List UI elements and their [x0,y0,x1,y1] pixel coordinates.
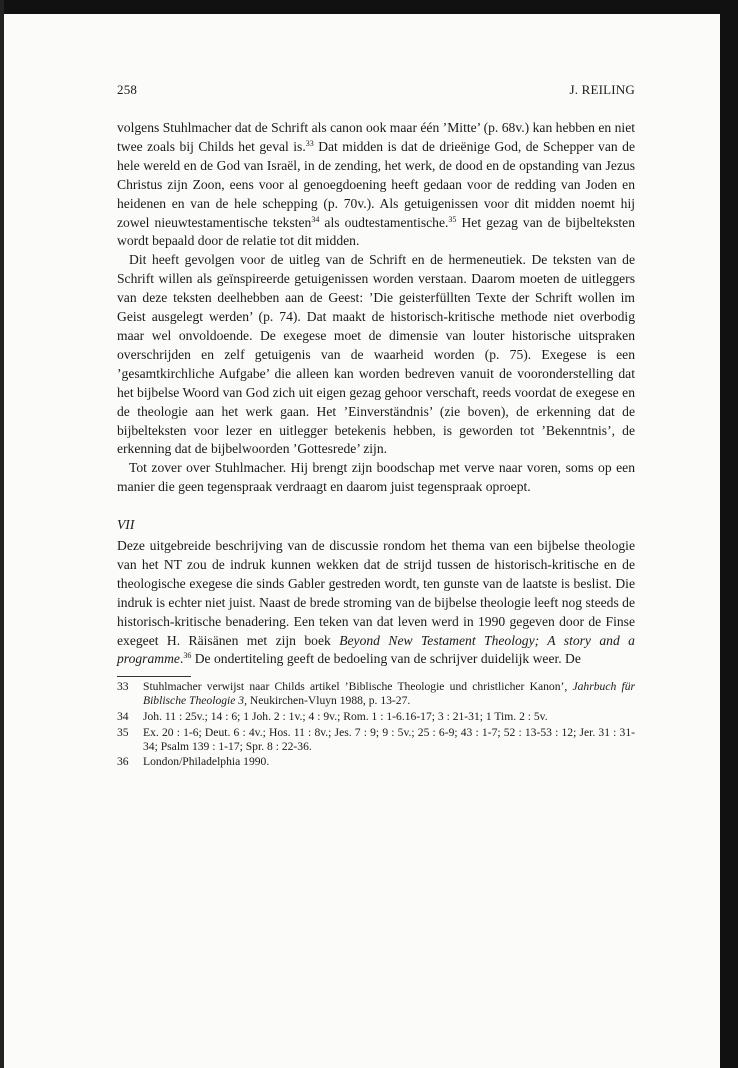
scan-border-right [720,0,738,1068]
page-content [117,82,635,771]
footnote-text: London/Philadelphia 1990. [143,755,270,769]
footnote-number: 36 [117,755,129,769]
footnote-number: 33 [117,680,129,694]
footnote-text: Stuhlmacher verwijst naar Childs artikel ’Biblische Theologie und christlicher Kanon’, Jahrbuch für Biblische Theologie 3, Neukirchen-Vluyn 1988, p. 13-27. [143,680,636,708]
footnote-text: Joh. 11 : 25v.; 14 : 6; 1 Joh. 2 : 1v.; 4 : 9v.; Rom. 1 : 1-6.16-17; 3 : 21-31; 1 Tim. 2 : 5v. [143,709,548,723]
footnote-33 [117,680,635,708]
footnote-ref-34[interactable]: 34 [311,214,320,224]
footnote-35 [117,726,635,754]
paragraph-2: Dit heeft gevolgen voor de uitleg van de Schrift en de hermeneutiek. De teksten van de Schrift willen als geïnspireerde getuigenissen worden verstaan. Daarom moeten de uitleggers van deze teksten deelhebben aan de Geest: ’Die geisterfüllten Texte der Schrift wollen im Geist ausgelegt werden’ (p. 74). Dat maakt de historisch-kritische methode niet overbodig maar wel onvoldoende. De exegese moet de dimensie van louter historische uitspraken overschrijden en zelf getuigenis van de waarheid worden (p. 75). Exegese is een ’gesamtkirchliche Aufgabe’ die alleen kan worden bedreven vanuit de vooronderstelling dat het bijbelse Woord van God zich uit eigen gezag gehoor verschaft, reeds voordat de exegese en de theologie aan het werk gaan. Het ’Einverständnis’ (zie boven), de erkenning dat de bijbelteksten voor lezer en uitlegger betekenis hebben, is geworden tot ’Bekenntnis’, de erkenning dat de bijbelwoorden ’Gottesrede’ zijn. [117,252,635,457]
footnote-number: 35 [117,725,129,739]
footnote-34 [117,710,635,724]
footnote-number: 34 [117,709,129,723]
footnote-ref-35[interactable]: 35 [448,214,457,224]
footnote-ref-36[interactable]: 36 [183,651,192,661]
book-title: Beyond New Testament Theology; A story and a programme [117,632,635,667]
section-paragraph: Deze uitgebreide beschrijving van de discussie rondom het thema van een bijbelse theologie van het NT zou de indruk kunnen wekken dat de strijd tussen de historisch-kritische en de theologische exegese die sinds Gabler gestreden wordt, ten gunste van de laatste is beslist. Die indruk is echter niet juist. Naast de brede stroming van de bijbelse theologie leeft nog steeds de historisch-kritische benadering. Een teken van dat leven werd in 1990 gegeven door de Finse exegeet H. Räisänen met zijn boek Beyond New Testament Theology; A story and a programme.$^{36}$ De ondertiteling geeft de bedoeling van de schrijver duidelijk weer. De [117,538,635,667]
body-text [117,119,635,669]
footnotes [117,680,635,769]
paragraph-1: volgens Stuhlmacher dat de Schrift als canon ook maar één ’Mitte’ (p. 68v.) kan hebben en niet twee zoals bij Childs het geval is.$^{33}$ Dat midden is dat de drieënige God, de Schepper van de hele wereld en de God van Israël, in de zending, het werk, de dood en de opstanding van Jezus Christus zijn Zoon, eens voor al genoegdoening heeft gedaan voor de redding van Joden en heidenen en van de hele schepping (p. 70v.). Als getuigenissen voor dit midden noemt hij zowel nieuwtestamentische teksten$^{34}$ als oudtestamentische.$^{35}$ Het gezag van de bijbelteksten wordt bepaald door de relatie tot dit midden. [117,120,635,249]
section-heading: VII [117,517,135,533]
scan-border-top [0,0,738,14]
footnote-text: Ex. 20 : 1-6; Deut. 6 : 4v.; Hos. 11 : 8v.; Jes. 7 : 9; 9 : 5v.; 25 : 6-9; 43 : 1-7; 52 : 13-53 : 12; Jer. 31 : 31-34; Psalm 139 : 1-17; Spr. 8 : 22-36. [143,725,635,753]
author-running-title: J. REILING [569,82,635,97]
footnote-36 [117,755,635,769]
page-number: 258 [117,82,138,97]
book-page [4,14,720,1068]
running-head [117,82,635,98]
footnote-ref-33[interactable]: 33 [305,138,314,148]
footnote-rule [117,676,191,677]
paragraph-3: Tot zover over Stuhlmacher. Hij brengt zijn boodschap met verve naar voren, soms op een manier die geen tegenspraak verdraagt en daarom juist tegenspraak oproept. [117,460,635,495]
